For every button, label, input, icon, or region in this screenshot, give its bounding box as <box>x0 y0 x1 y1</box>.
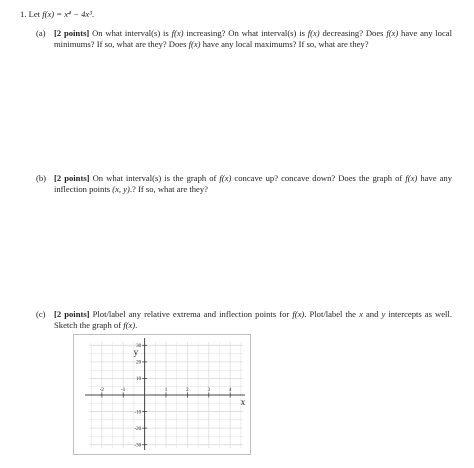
period: . <box>91 9 94 19</box>
part-a-math: f(x) <box>386 28 399 38</box>
y-tick-label: -30 <box>134 443 142 449</box>
y-tick-label: 10 <box>136 377 142 383</box>
x-axis-label: x <box>240 397 246 407</box>
part-c-text: Plot/label any relative extrema and inflection points for <box>89 309 293 319</box>
x-tick-label: 1 <box>164 388 168 393</box>
part-b-text: .? If so, what are they? <box>129 184 208 194</box>
part-c-math: f(x) <box>292 309 305 319</box>
part-c-math: x <box>359 309 363 319</box>
part-a-math: f(x) <box>188 39 201 49</box>
part-a-label: (a) <box>36 28 46 38</box>
part-a-text: increasing? On what interval(s) is <box>183 28 308 38</box>
part-c-label: (c) <box>36 309 46 319</box>
part-b-point: (x, y) <box>112 184 130 194</box>
y-tick-label: -20 <box>134 426 142 432</box>
part-b-math: f(x) <box>219 173 232 183</box>
y-tick-label: -10 <box>134 410 142 416</box>
part-a-math: f(x) <box>171 28 184 38</box>
part-b <box>36 173 452 195</box>
part-b-text: concave up? concave down? Does the graph of <box>231 173 406 183</box>
x-tick-label: 3 <box>207 388 211 393</box>
part-a-text: have any local minimums? If so, what are they? Does <box>54 28 452 49</box>
graph-paper[interactable] <box>73 334 251 455</box>
function-definition: f(x) = x⁴ − 4x³ <box>42 9 92 19</box>
y-tick-label: 30 <box>136 344 142 350</box>
y-tick-label: 20 <box>136 360 142 366</box>
part-b-label: (b) <box>36 173 47 183</box>
part-a-points: [2 points] <box>54 28 90 38</box>
x-tick-label: -2 <box>99 388 104 393</box>
part-c-points: [2 points] <box>54 309 90 319</box>
problem-number: 1. <box>20 9 27 19</box>
x-tick-label: 2 <box>186 388 189 393</box>
part-a-text: decreasing? Does <box>319 28 387 38</box>
part-c-math: f(x) <box>123 320 136 330</box>
part-c-text: . Plot/label the <box>304 309 360 319</box>
problem-statement <box>20 9 94 20</box>
part-b-math: f(x) <box>405 173 418 183</box>
part-b-text: have any inflection points <box>54 173 452 194</box>
x-tick-label: -1 <box>121 388 126 393</box>
part-a-math: f(x) <box>307 28 320 38</box>
part-c-math: y <box>381 309 386 319</box>
part-a <box>36 28 452 50</box>
problem-intro: Let <box>28 9 43 19</box>
part-c-text: and <box>362 309 382 319</box>
part-a-text: On what interval(s) is <box>89 28 172 38</box>
x-tick-label: 4 <box>228 388 232 393</box>
part-c-text: intercepts as well. Sketch the graph of <box>54 309 452 330</box>
part-b-points: [2 points] <box>54 173 90 183</box>
part-a-text: have any local maximums? If so, what are they? <box>200 39 369 49</box>
part-c-text: . <box>135 320 138 330</box>
y-axis-label: y <box>133 347 139 357</box>
part-c <box>36 309 452 331</box>
part-b-text: On what interval(s) is the graph of <box>89 173 220 183</box>
